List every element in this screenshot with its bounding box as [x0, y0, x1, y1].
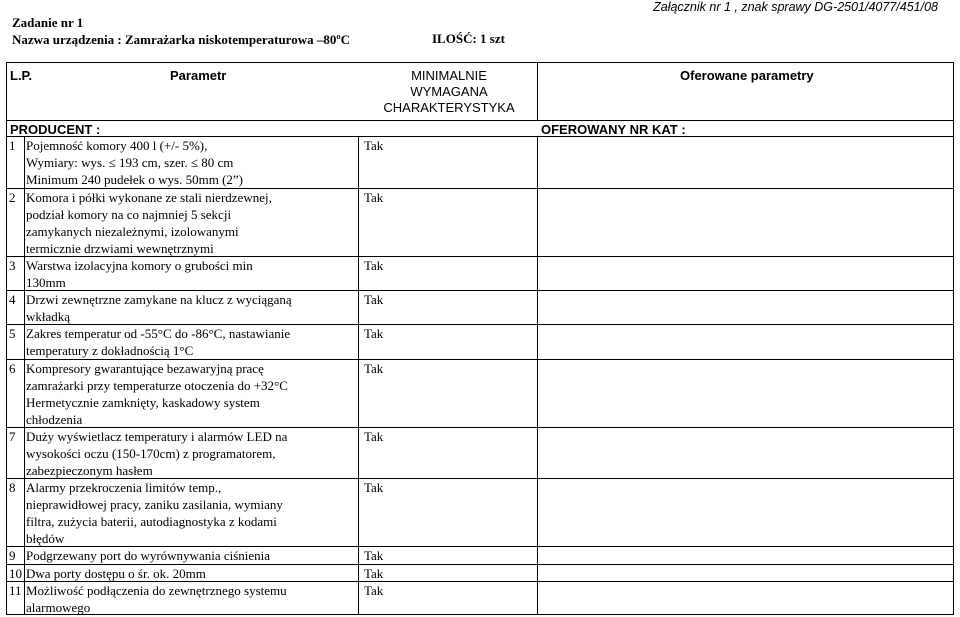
- table-border-left: [6, 62, 7, 615]
- row-parameter: Komora i półki wykonane ze stali nierdzewnej, podział komory na co najmniej 5 sekcji zamykanych niezależnymi, izolowanymi termicznie drzwiami wewnętrznymi: [26, 190, 272, 256]
- row-requirement-value: Tak: [364, 326, 384, 341]
- task-title: Zadanie nr 1: [12, 15, 84, 30]
- row-parameter: Dwa porty dostępu o śr. ok. 20mm: [26, 566, 206, 581]
- column-divider: [24, 136, 25, 615]
- row-requirement-value: Tak: [364, 566, 384, 581]
- row-parameter: Duży wyświetlacz temperatury i alarmów LED na wysokości oczu (150-170cm) z programatorem, zabezpieczonym hasłem: [26, 429, 288, 478]
- column-header-minimum: MINIMALNIE WYMAGANA CHARAKTERYSTYKA: [383, 68, 515, 115]
- row-requirement-value: Tak: [364, 258, 384, 273]
- row-requirement-value: Tak: [364, 480, 384, 495]
- row-number: 5: [9, 326, 16, 341]
- row-divider: [6, 120, 954, 121]
- document-header: [12, 14, 350, 48]
- row-parameter: Pojemność komory 400 l (+/- 5%), Wymiary: wys. ≤ 193 cm, szer. ≤ 80 cm Minimum 240 pudełek o wys. 50mm (2”): [26, 138, 244, 187]
- column-divider: [537, 136, 538, 615]
- row-number: 6: [9, 361, 16, 376]
- row-parameter: Alarmy przekroczenia limitów temp., nieprawidłowej pracy, zaniku zasilania, wymiany filtra, zużycia baterii, autodiagnostyka z kodami błędów: [26, 480, 283, 546]
- row-parameter: Zakres temperatur od -55°C do -86°C, nastawianie temperatury z dokładnością 1°C: [26, 326, 291, 358]
- row-number: 4: [9, 292, 16, 307]
- row-requirement-value: Tak: [364, 361, 384, 376]
- producer-label: PRODUCENT :: [10, 122, 101, 137]
- row-number: 10: [9, 566, 22, 581]
- row-parameter: Możliwość podłączenia do zewnętrznego systemu alarmowego: [26, 583, 287, 615]
- row-parameter: Kompresory gwarantujące bezawaryjną pracę zamrażarki przy temperaturze otoczenia do +32°C Hermetycznie zamknięty, kaskadowy system chłodzenia: [26, 361, 288, 427]
- row-number: 11: [9, 583, 22, 598]
- column-header-lp: L.P.: [10, 68, 33, 83]
- row-requirement-value: Tak: [364, 548, 384, 563]
- row-number: 7: [9, 429, 16, 444]
- row-requirement-value: Tak: [364, 138, 384, 153]
- row-parameter: Warstwa izolacyjna komory o grubości min 130mm: [26, 258, 253, 290]
- catalog-number-label: OFEROWANY NR KAT :: [541, 122, 686, 137]
- row-number: 2: [9, 190, 16, 205]
- row-requirement-value: Tak: [364, 583, 384, 598]
- column-divider: [358, 136, 359, 615]
- row-parameter: Drzwi zewnętrzne zamykane na klucz z wyciąganą wkładką: [26, 292, 292, 324]
- table-border-right: [953, 62, 954, 615]
- row-number: 3: [9, 258, 16, 273]
- quantity-label: ILOŚĆ: 1 szt: [432, 31, 505, 46]
- column-header-parameter: Parametr: [170, 68, 227, 83]
- row-requirement-value: Tak: [364, 292, 384, 307]
- row-number: 9: [9, 548, 16, 563]
- row-requirement-value: Tak: [364, 190, 384, 205]
- device-name: Nazwa urządzenia : Zamrażarka niskotemperaturowa –80ºC: [12, 32, 351, 47]
- attachment-reference: Załącznik nr 1 , znak sprawy DG-2501/4077/451/08: [653, 0, 938, 14]
- row-parameter: Podgrzewany port do wyrównywania ciśnienia: [26, 548, 271, 563]
- table-border-top: [6, 62, 954, 63]
- row-number: 1: [9, 138, 16, 153]
- column-header-offered: Oferowane parametry: [680, 68, 814, 83]
- row-requirement-value: Tak: [364, 429, 384, 444]
- column-divider: [537, 62, 538, 120]
- row-number: 8: [9, 480, 16, 495]
